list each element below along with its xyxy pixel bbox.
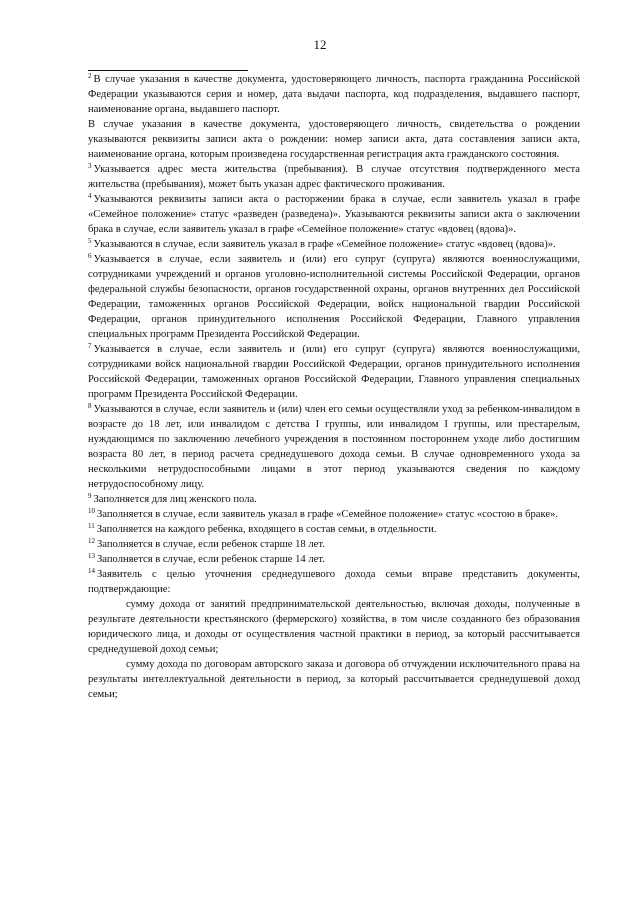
footnote-separator bbox=[88, 70, 248, 71]
footnote-text: Заполняется для лиц женского пола. bbox=[93, 494, 257, 505]
footnote-paragraph bbox=[88, 117, 580, 162]
footnote-text: Заполняется на каждого ребенка, входящего в состав семьи, в отдельности. bbox=[96, 524, 437, 535]
footnote bbox=[88, 492, 580, 507]
footnotes-section bbox=[88, 72, 580, 702]
footnote bbox=[88, 162, 580, 192]
footnote bbox=[88, 342, 580, 402]
footnote bbox=[88, 522, 580, 537]
footnote bbox=[88, 252, 580, 342]
footnote bbox=[88, 567, 580, 597]
footnote-text: Указываются в случае, если заявитель и (или) член его семьи осуществляли уход за ребенком-инвалидом в возрасте до 18 лет, или инвалидом с детства I группы, или инвалидом I группы, или престарелым, нуждающимся по заключению лечебного учреждения в постоянном постороннем уходе либо достигшим возраста 80 лет, в период расчета среднедушевого дохода семьи. В случае одновременного ухода за несколькими нетрудоспособными лицами в этот период указываются сведения по каждому нетрудоспособному лицу. bbox=[88, 404, 580, 490]
footnote-text: Заполняется в случае, если ребенок старше 18 лет. bbox=[97, 539, 325, 550]
footnote-marker: 6 bbox=[88, 252, 92, 260]
footnote bbox=[88, 402, 580, 492]
footnote-text: В случае указания в качестве документа, удостоверяющего личность, свидетельства о рождении указываются реквизиты записи акта о рождении: номер записи акта, дата составления записи акта, наименование органа, которым произведена государственная регистрация акта гражданского состояния. bbox=[88, 119, 580, 160]
footnote-marker: 14 bbox=[88, 567, 95, 575]
footnote-text: Указывается в случае, если заявитель и (или) его супруг (супруга) являются военнослужащими, сотрудниками войск национальной гвардии Российской Федерации, органов принудительного исполнения Российской Федерации, таможенных органов Российской Федерации, Главного управления специальных программ Президента Российской Федерации. bbox=[88, 344, 580, 400]
footnote-marker: 5 bbox=[88, 237, 92, 245]
footnote bbox=[88, 537, 580, 552]
footnote-text: Указывается в случае, если заявитель и (или) его супруг (супруга) являются военнослужащими, сотрудниками учреждений и органов уголовно-исполнительной системы Российской Федерации, органов федеральной службы безопасности, органов государственной охраны, органов внутренних дел Российской Федерации, таможенных органов Российской Федерации, войск национальной гвардии Российской Федерации, органов принудительного исполнения Российской Федерации, Главного управления специальных программ Президента Российской Федерации. bbox=[88, 254, 580, 340]
footnote-marker: 4 bbox=[88, 192, 92, 200]
footnote-text: Заполняется в случае, если заявитель указал в графе «Семейное положение» статус «состою в браке». bbox=[97, 509, 559, 520]
footnote-text: Заявитель с целью уточнения среднедушевого дохода семьи вправе представить документы, подтверждающие: bbox=[88, 569, 580, 595]
footnote bbox=[88, 237, 580, 252]
footnote-marker: 3 bbox=[88, 162, 92, 170]
footnote-text: В случае указания в качестве документа, удостоверяющего личность, паспорта гражданина Российской Федерации указываются серия и номер, дата выдачи паспорта, код подразделения, выдавшего паспорт, наименование органа, выдавшего паспорт. bbox=[88, 74, 580, 115]
footnote-marker: 7 bbox=[88, 342, 92, 350]
footnote-text: Указывается адрес места жительства (пребывания). В случае отсутствия подтвержденного места жительства (пребывания), может быть указан адрес фактического проживания. bbox=[88, 164, 580, 190]
footnote-marker: 10 bbox=[88, 507, 95, 515]
footnote bbox=[88, 507, 580, 522]
footnote-marker: 9 bbox=[88, 492, 92, 500]
footnote-text: Указываются реквизиты записи акта о расторжении брака в случае, если заявитель указал в графе «Семейное положение» статус «разведен (разведена)». Указываются реквизиты записи акта о заключении брака в случае, если заявитель указал в графе «Семейное положение» статус «вдовец (вдова)». bbox=[88, 194, 580, 235]
footnote-text: Заполняется в случае, если ребенок старше 14 лет. bbox=[97, 554, 325, 565]
footnote-marker: 8 bbox=[88, 402, 92, 410]
page-number: 12 bbox=[313, 37, 327, 52]
footnote bbox=[88, 72, 580, 117]
footnote-marker: 13 bbox=[88, 552, 95, 560]
footnote-list-item: сумму дохода от занятий предпринимательской деятельностью, включая доходы, полученные в результате деятельности крестьянского (фермерского) хозяйства, в том числе созданного без образования юридического лица, и доходы от осуществления частной практики в период, за который рассчитывается среднедушевой доход семьи; bbox=[88, 599, 580, 655]
footnote bbox=[88, 552, 580, 567]
footnote-marker: 11 bbox=[88, 522, 95, 530]
footnote-text: Указываются в случае, если заявитель указал в графе «Семейное положение» статус «вдовец (вдова)». bbox=[93, 239, 556, 250]
footnote-marker: 12 bbox=[88, 537, 95, 545]
footnote-list-item: сумму дохода по договорам авторского заказа и договора об отчуждении исключительного права на результаты интеллектуальной деятельности в период, за который рассчитывается среднедушевой доход семьи; bbox=[88, 659, 580, 700]
footnote-marker: 2 bbox=[88, 72, 92, 80]
footnote bbox=[88, 192, 580, 237]
